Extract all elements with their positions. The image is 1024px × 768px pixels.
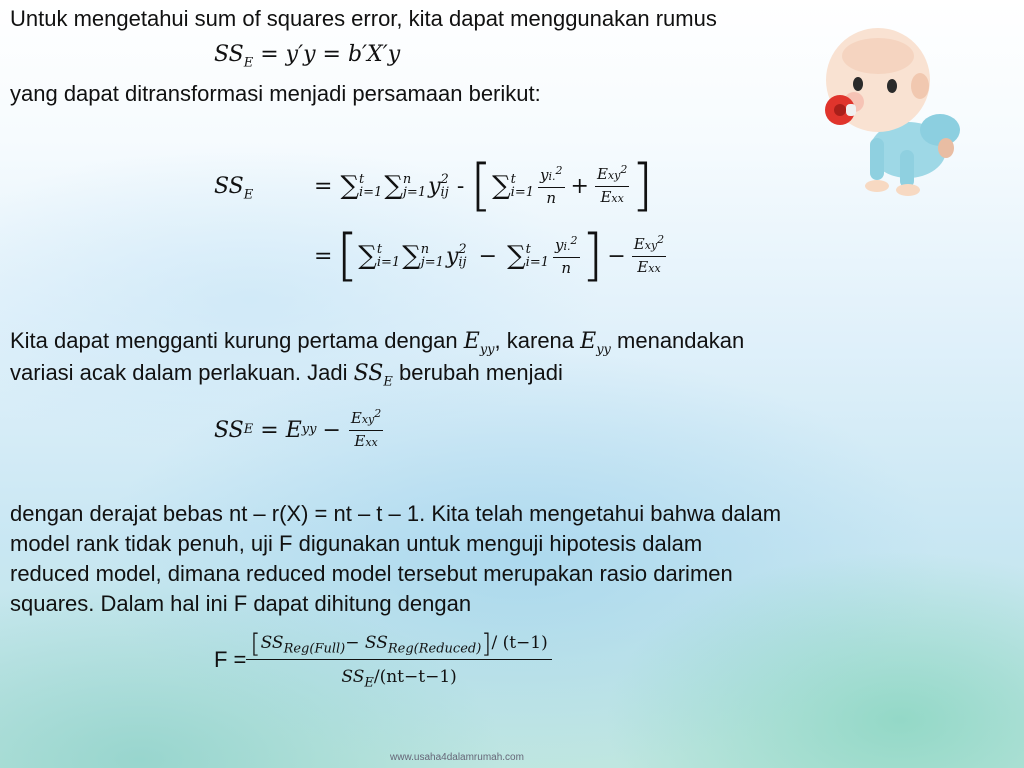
footer-watermark: www.usaha4dalamrumah.com [390, 752, 524, 763]
equation-sse-expanded: = ∑ t i=1 ∑ n j=1 y 2 ij - [ ∑ t i=1 $\frac{yi.^2}{n}$ + $\frac{Exy^2}{\text{Exx}}$ ] [314, 153, 654, 218]
degrees-freedom-line-1: dengan derajat bebas nt – r(X) = nt – t – 1. Kita telah mengetahui bahwa dalam [10, 501, 782, 526]
transform-line: yang dapat ditransformasi menjadi persamaan berikut: [10, 81, 541, 106]
intro-line: Untuk mengetahui sum of squares error, kita dapat menggunakan rumus [10, 6, 717, 31]
degrees-freedom-line-3: reduced model, dimana reduced model tersebut merupakan rasio darimen [10, 561, 733, 586]
crawling-baby-with-pacifier-illustration [790, 0, 990, 200]
equation-sse-final: SS E = E yy − $\frac{Exy^2}{\text{Exx}}$ [214, 406, 382, 450]
equation-sse-rearranged: = [ ∑ t i=1 ∑ n j=1 y 2 ij − ∑ t i=1 $\frac{yi.^2}{n}$ ] − $\frac{Exy^2}{\text{Exx}}$ [314, 223, 665, 288]
degrees-freedom-line-2: model rank tidak penuh, uji F digunakan untuk menguji hipotesis dalam [10, 531, 703, 556]
degrees-freedom-line-4: squares. Dalam hal ini F dapat dihitung dengan [10, 591, 472, 616]
f-fraction: $[SS_{Reg(Full)}- SS_{Reg(Reduced)}]/$ (t−1) $SS_E/(nt-t-1)$ [246, 630, 551, 690]
equation-sse-label: $SS_E$ [214, 174, 254, 203]
f-statistic-formula: F = $[SS_{Reg(Full)}- SS_{Reg(Reduced)}]/$ (t−1) $SS_E/(nt-t-1)$ [214, 622, 552, 698]
equation-sse-definition: $SS_E = y'y = b'X'y$ [214, 42, 401, 71]
replace-bracket-line-1: Kita dapat mengganti kurung pertama dengan $E_{yy}$, karena $E_{yy}$ menandakan [10, 328, 745, 358]
replace-bracket-line-2: variasi acak dalam perlakuan. Jadi $SS_E$ berubah menjadi [10, 360, 563, 390]
